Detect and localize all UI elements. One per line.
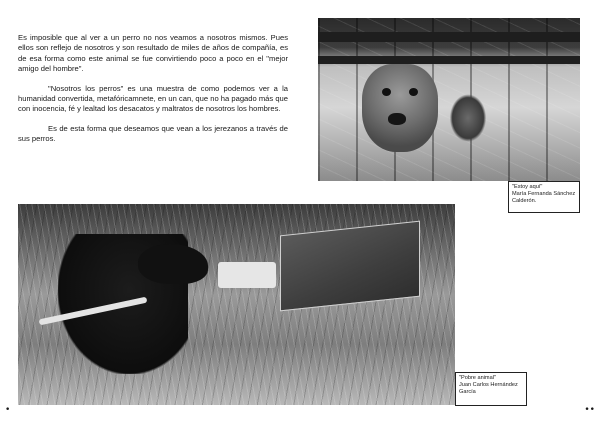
caption-title: "Estoy aquí" bbox=[512, 184, 543, 190]
dog-face bbox=[362, 64, 438, 152]
page-mark-left: • bbox=[5, 405, 11, 415]
caption-estoy-aqui bbox=[508, 181, 580, 213]
dog-nose bbox=[388, 113, 406, 125]
page-mark-right: •• bbox=[584, 405, 595, 415]
trash-item bbox=[218, 262, 276, 288]
photo-black-dog-lying bbox=[18, 204, 455, 405]
black-dog-head bbox=[138, 244, 208, 284]
caption-author: Juan Carlos Hernández García bbox=[459, 382, 518, 396]
paragraph-nosotros-los-perros: "Nosotros los perros" es una muestra de como podemos ver a la humanidad convertida, metafóricamnete, en un can, que no ha pagado más que con inocencia, fé y lealtad los desacatos y maltratos de nosotros los hombres. bbox=[18, 83, 288, 114]
photo-dog-behind-fence bbox=[318, 18, 580, 181]
caption-title: "Pobre animal" bbox=[459, 375, 496, 381]
caption-author: María Fernanda Sánchez Calderón. bbox=[512, 191, 576, 205]
paragraph-intro: Es imposible que al ver a un perro no nos veamos a nosotros mismos. Pues ellos son reflejo de nosotros y son resultado de miles de años de compañía, es de esa forma como este animal se fue convirtiendo poco a poco en el "mejor amigo del hombre". bbox=[18, 33, 288, 74]
discarded-box bbox=[280, 221, 420, 312]
paragraph-jerezanos: Es de esta forma que deseamos que vean a los jerezanos a través de sus perros. bbox=[18, 123, 288, 144]
body-text bbox=[18, 33, 288, 154]
caption-pobre-animal bbox=[455, 372, 527, 406]
